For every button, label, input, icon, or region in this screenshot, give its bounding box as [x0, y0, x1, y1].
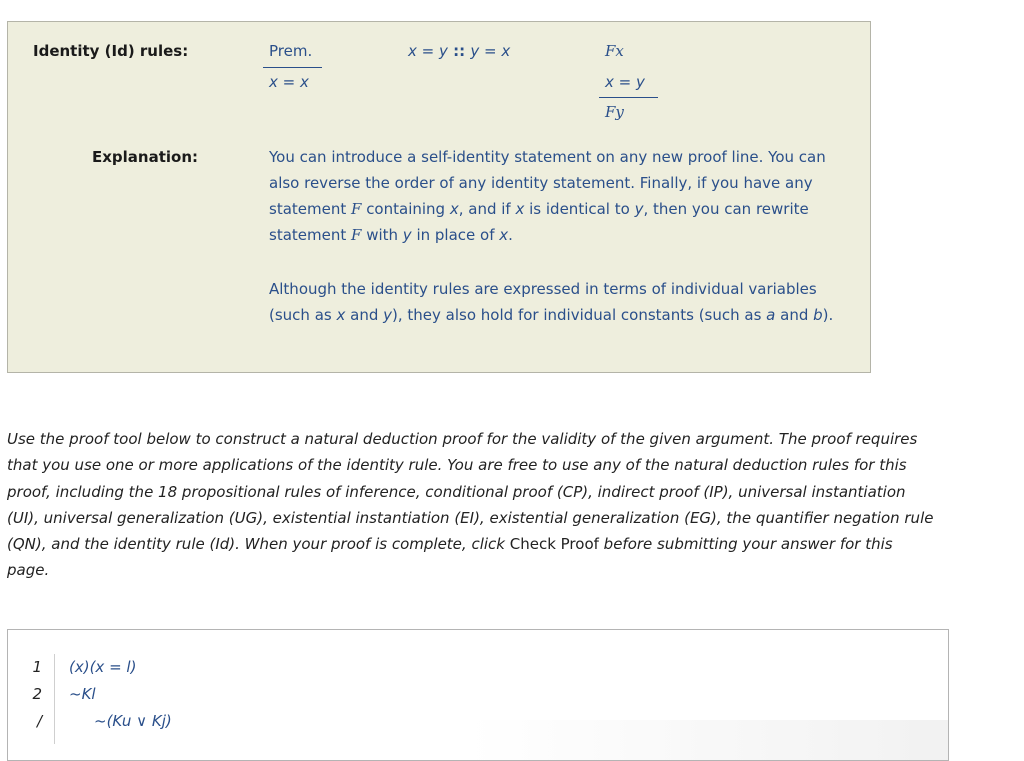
text-span: in place of: [411, 226, 500, 244]
rule3-premise-fx: Fx: [605, 42, 624, 60]
proof-line-premise-1[interactable]: (x)(x = l): [69, 658, 137, 676]
rule2-y2: y: [470, 42, 480, 60]
var-x: x: [515, 200, 525, 218]
text-span: containing: [361, 200, 450, 218]
text-span: You can introduce a self-identity statement on any new proof line. You can also reverse the order of any identity statement. Finally, if you have any statement: [269, 148, 826, 218]
rule2-x: x: [408, 42, 417, 60]
instructions-text: Use the proof tool below to construct a natural deduction proof for the validity of the given argument. The proof requires that you use one or more applications of the identity rule. You are free to use any of the natural deduction rules for this proof, including the 18 propositional rules of inference, conditional proof (CP), indirect proof (IP), universal instantiation (UI), universal generalization (UG), existential instantiation (EI), existential generalization (EG), the quantifier negation rule (QN), and the identity rule (Id). When your proof is complete, click: [7, 430, 934, 554]
explanation-title: Explanation:: [92, 148, 199, 166]
rule1-premise: Prem.: [269, 42, 313, 60]
rule2-eq: =: [416, 42, 439, 60]
rule1-conclusion: x = x: [269, 73, 309, 91]
text-span: , and if: [458, 200, 516, 218]
var-y: y: [402, 226, 412, 244]
check-proof-reference: Check Proof: [509, 535, 599, 554]
text-span: Although the identity rules are expressed in terms of individual variables (such as: [269, 280, 817, 324]
text-span: , then you can rewrite statement: [269, 200, 809, 244]
rule3-divider: [599, 97, 658, 98]
rule-symmetry: [408, 42, 510, 60]
instructions-text: before submitting your answer for this page.: [7, 535, 893, 580]
rule3-conclusion-fy: Fy: [605, 103, 624, 121]
statement-f: F: [351, 200, 362, 218]
var-y: y: [383, 306, 393, 324]
proof-line-number: 1: [32, 658, 42, 676]
rule-self-identity: [269, 42, 312, 60]
rule3-premise-identity: x = y: [605, 73, 645, 91]
rules-title: Identity (Id) rules:: [33, 42, 189, 60]
var-x: x: [499, 226, 509, 244]
text-span: and: [345, 306, 384, 324]
text-span: ), they also hold for individual constants (such as: [392, 306, 767, 324]
proof-line-number: /: [36, 712, 42, 730]
const-a: a: [766, 306, 776, 324]
explanation-paragraph-2: [269, 276, 859, 328]
line-number-divider: [54, 654, 55, 744]
var-x: x: [336, 306, 346, 324]
rule2-y: y: [439, 42, 448, 60]
identity-rules-panel: [7, 21, 871, 373]
const-b: b: [813, 306, 823, 324]
explanation-paragraph-1: [269, 144, 859, 248]
rule2-equiv: ::: [447, 42, 471, 60]
text-span: .: [508, 226, 513, 244]
text-span: ).: [822, 306, 834, 324]
text-span: with: [361, 226, 403, 244]
proof-line-premise-2[interactable]: ~Kl: [69, 685, 96, 703]
rule2-x2: x: [501, 42, 511, 60]
proof-instructions: [7, 426, 937, 584]
proof-tool[interactable]: [7, 629, 949, 761]
text-span: and: [775, 306, 814, 324]
scroll-fade: [468, 720, 948, 760]
statement-f: F: [351, 226, 362, 244]
var-x: x: [449, 200, 459, 218]
rule1-divider: [263, 67, 322, 68]
proof-line-number: 2: [32, 685, 42, 703]
var-y: y: [634, 200, 644, 218]
rule2-eq2: =: [479, 42, 502, 60]
proof-conclusion[interactable]: ~(Ku ∨ Kj): [94, 712, 172, 730]
text-span: is identical to: [524, 200, 635, 218]
